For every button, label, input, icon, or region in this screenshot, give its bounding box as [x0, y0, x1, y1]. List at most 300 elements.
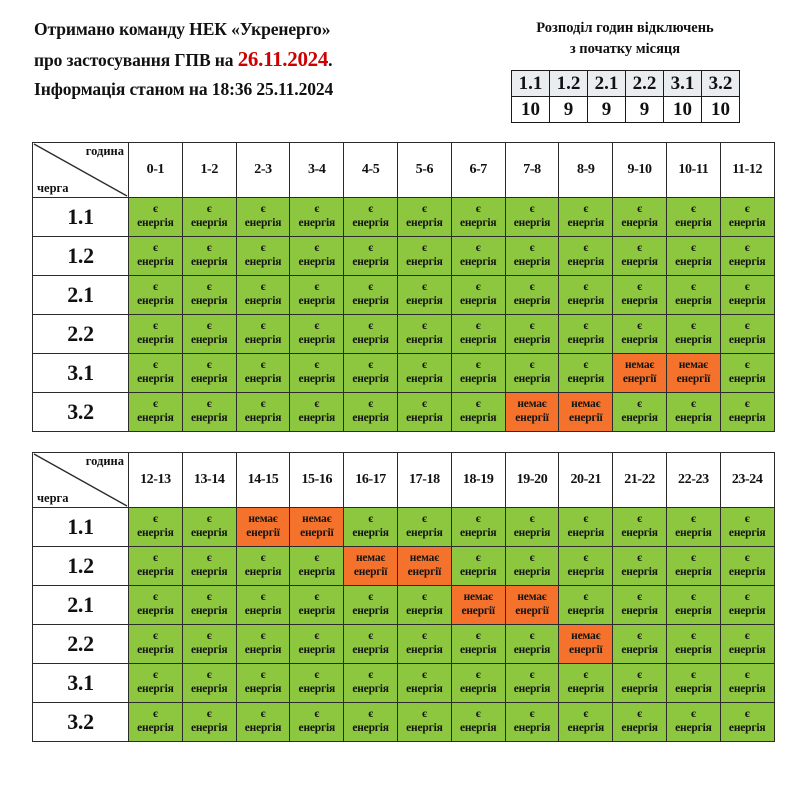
- slot-power-on: [182, 703, 236, 742]
- slot-text-line-1: є: [690, 669, 696, 682]
- slot-text-line-2: енергія: [675, 644, 712, 656]
- hour-column-header: 2-3: [236, 143, 290, 198]
- slot-power-off: [613, 354, 667, 393]
- slot-text-line-1: є: [314, 708, 320, 721]
- slot-text-line-1: є: [206, 320, 212, 333]
- slot-power-on: [290, 703, 344, 742]
- slot-power-on: [451, 664, 505, 703]
- slot-text-line-2: енергія: [513, 217, 551, 229]
- queue-label: 2.1: [33, 586, 129, 625]
- slot-power-on: [559, 703, 613, 742]
- slot-text-line-1: є: [744, 242, 750, 255]
- slot-text-line-1: є: [475, 203, 481, 216]
- hour-column-header: 18-19: [451, 453, 505, 508]
- slot-text-line-1: немає: [463, 591, 493, 604]
- announcement-header: [34, 16, 474, 103]
- slot-text-line-2: енергія: [352, 295, 389, 307]
- slot-text-line-2: енергія: [728, 373, 766, 385]
- slot-power-on: [559, 276, 613, 315]
- slot-text-line-1: є: [583, 669, 589, 682]
- slot-text-line-2: енергія: [567, 295, 605, 307]
- slot-power-on: [666, 547, 720, 586]
- slot-text-line-1: є: [637, 513, 642, 526]
- schedule-row: [33, 703, 775, 742]
- slot-power-on: [129, 547, 183, 586]
- slot-text-line-2: енергія: [675, 683, 712, 695]
- slot-power-on: [182, 276, 236, 315]
- slot-text-line-2: енергія: [675, 527, 712, 539]
- slot-text-line-1: є: [529, 669, 535, 682]
- slot-power-on: [505, 508, 559, 547]
- slot-text-line-2: енергія: [298, 683, 336, 695]
- slot-text-line-2: енергія: [406, 644, 443, 656]
- hour-header-row: [33, 143, 775, 198]
- slot-text-line-1: є: [529, 630, 535, 643]
- slot-text-line-1: є: [260, 203, 266, 216]
- slot-power-on: [344, 508, 398, 547]
- slot-text-line-2: енергія: [513, 256, 551, 268]
- slot-text-line-1: є: [421, 320, 427, 333]
- slot-power-on: [666, 703, 720, 742]
- slot-power-on: [505, 315, 559, 354]
- slot-text-line-1: є: [314, 398, 320, 411]
- slot-power-on: [344, 276, 398, 315]
- slot-power-on: [666, 276, 720, 315]
- schedule-row: [33, 198, 775, 237]
- slot-text-line-1: є: [153, 398, 158, 411]
- slot-text-line-1: є: [368, 591, 373, 604]
- slot-power-on: [505, 703, 559, 742]
- slot-text-line-1: є: [314, 552, 320, 565]
- slot-power-on: [666, 393, 720, 432]
- slot-text-line-1: є: [690, 552, 696, 565]
- slot-power-on: [720, 703, 774, 742]
- slot-power-on: [344, 237, 398, 276]
- slot-text-line-2: енергія: [406, 217, 443, 229]
- slot-power-on: [344, 703, 398, 742]
- slot-power-on: [613, 276, 667, 315]
- slot-power-on: [344, 664, 398, 703]
- slot-text-line-2: енергія: [352, 683, 389, 695]
- slot-text-line-1: є: [153, 320, 158, 333]
- slot-power-on: [236, 664, 290, 703]
- slot-power-on: [666, 586, 720, 625]
- slot-text-line-2: енергія: [406, 605, 443, 617]
- slot-power-on: [397, 198, 451, 237]
- slot-power-on: [182, 586, 236, 625]
- slot-power-on: [720, 586, 774, 625]
- schedule-row: [33, 237, 775, 276]
- summary-hours-value: 10: [664, 97, 702, 123]
- slot-power-on: [666, 664, 720, 703]
- slot-text-line-2: енергія: [352, 605, 389, 617]
- slot-text-line-1: немає: [355, 552, 386, 565]
- slot-text-line-1: є: [475, 708, 481, 721]
- slot-power-off: [505, 586, 559, 625]
- slot-power-on: [720, 198, 774, 237]
- queue-label: 1.2: [33, 547, 129, 586]
- slot-text-line-2: енергія: [298, 373, 336, 385]
- hour-column-header: 8-9: [559, 143, 613, 198]
- announcement-line-2-suffix: .: [328, 50, 333, 71]
- slot-power-on: [451, 237, 505, 276]
- slot-text-line-1: є: [637, 630, 642, 643]
- slot-power-on: [559, 315, 613, 354]
- slot-power-on: [129, 586, 183, 625]
- slot-power-on: [451, 508, 505, 547]
- slot-power-on: [397, 393, 451, 432]
- slot-text-line-2: енергія: [728, 566, 766, 578]
- slot-text-line-2: енергія: [675, 412, 712, 424]
- slot-power-on: [397, 664, 451, 703]
- announcement-line-1: Отримано команду НЕК «Укренерго»: [34, 19, 331, 39]
- slot-text-line-2: енергія: [459, 722, 497, 734]
- slot-power-on: [236, 586, 290, 625]
- slot-text-line-1: є: [475, 552, 481, 565]
- hour-column-header: 14-15: [236, 453, 290, 508]
- hour-column-header: 17-18: [397, 453, 451, 508]
- slot-text-line-1: є: [153, 708, 158, 721]
- slot-power-on: [505, 354, 559, 393]
- slot-text-line-2: енергія: [459, 373, 497, 385]
- slot-power-on: [505, 198, 559, 237]
- schedule-table: [32, 452, 775, 742]
- slot-text-line-1: немає: [409, 552, 439, 565]
- slot-text-line-1: є: [260, 359, 266, 372]
- slot-power-on: [397, 508, 451, 547]
- slot-text-line-1: є: [744, 708, 750, 721]
- schedule-row: [33, 664, 775, 703]
- slot-power-on: [236, 703, 290, 742]
- slot-text-line-1: є: [744, 669, 750, 682]
- slot-text-line-1: є: [206, 591, 212, 604]
- slot-power-on: [720, 354, 774, 393]
- slot-text-line-1: є: [314, 630, 320, 643]
- slot-power-on: [505, 547, 559, 586]
- slot-text-line-1: є: [153, 513, 158, 526]
- slot-text-line-1: є: [583, 552, 589, 565]
- slot-power-on: [129, 198, 183, 237]
- slot-text-line-1: є: [260, 708, 266, 721]
- slot-text-line-1: є: [475, 669, 481, 682]
- slot-text-line-1: є: [260, 669, 266, 682]
- slot-text-line-2: енергія: [244, 722, 282, 734]
- slot-text-line-1: є: [744, 320, 750, 333]
- slot-text-line-2: енергія: [459, 412, 497, 424]
- slot-text-line-2: енергія: [621, 217, 658, 229]
- slot-text-line-2: енергії: [461, 605, 495, 617]
- slot-text-line-1: немає: [302, 513, 332, 526]
- summary-title-line-2: з початку місяця: [569, 41, 681, 58]
- slot-text-line-2: енергія: [459, 295, 497, 307]
- slot-power-on: [290, 237, 344, 276]
- hour-column-header: 7-8: [505, 143, 559, 198]
- slot-power-on: [666, 625, 720, 664]
- slot-power-on: [344, 354, 398, 393]
- slot-text-line-1: є: [637, 669, 642, 682]
- axis-label-queue: черга: [37, 180, 69, 195]
- slot-power-on: [344, 393, 398, 432]
- slot-text-line-2: енергія: [137, 527, 174, 539]
- hour-column-header: 10-11: [666, 143, 720, 198]
- slot-text-line-2: енергія: [137, 644, 174, 656]
- slot-power-off: [559, 393, 613, 432]
- slot-power-off: [505, 393, 559, 432]
- schedule-row: [33, 586, 775, 625]
- slot-text-line-2: енергія: [298, 566, 336, 578]
- slot-text-line-2: енергія: [298, 217, 336, 229]
- slot-text-line-1: є: [314, 203, 320, 216]
- hour-column-header: 5-6: [397, 143, 451, 198]
- slot-text-line-2: енергія: [137, 256, 174, 268]
- slot-text-line-2: енергія: [513, 644, 551, 656]
- slot-text-line-2: енергія: [567, 566, 605, 578]
- slot-text-line-2: енергія: [137, 412, 174, 424]
- slot-power-off: [666, 354, 720, 393]
- slot-text-line-2: енергія: [621, 605, 658, 617]
- hour-column-header: 19-20: [505, 453, 559, 508]
- slot-text-line-1: є: [153, 242, 158, 255]
- monthly-summary: [505, 18, 745, 123]
- hour-column-header: 0-1: [129, 143, 183, 198]
- slot-power-on: [397, 625, 451, 664]
- schedule-table: [32, 142, 775, 432]
- slot-text-line-1: є: [744, 513, 750, 526]
- slot-power-on: [451, 547, 505, 586]
- slot-text-line-1: є: [475, 513, 481, 526]
- slot-text-line-2: енергія: [513, 373, 551, 385]
- schedule-row: [33, 393, 775, 432]
- slot-power-on: [182, 625, 236, 664]
- slot-text-line-2: енергія: [621, 722, 658, 734]
- slot-text-line-2: енергія: [728, 334, 766, 346]
- slot-text-line-2: енергія: [621, 295, 658, 307]
- slot-text-line-2: енергії: [676, 373, 711, 385]
- slot-text-line-1: є: [529, 513, 535, 526]
- slot-text-line-1: є: [744, 591, 750, 604]
- slot-text-line-1: є: [206, 513, 212, 526]
- axis-label-hour: година: [85, 454, 124, 468]
- slot-text-line-2: енергія: [459, 527, 497, 539]
- slot-text-line-2: енергія: [298, 722, 336, 734]
- slot-power-on: [290, 625, 344, 664]
- slot-power-on: [451, 354, 505, 393]
- slot-power-on: [129, 354, 183, 393]
- slot-power-on: [666, 315, 720, 354]
- slot-text-line-2: енергія: [190, 683, 228, 695]
- slot-power-on: [559, 237, 613, 276]
- slot-text-line-2: енергія: [137, 566, 174, 578]
- slot-text-line-1: є: [206, 359, 212, 372]
- announcement-line-2: [34, 43, 474, 76]
- schedule-row: [33, 315, 775, 354]
- slot-text-line-1: є: [421, 398, 427, 411]
- summary-queue-header: 1.2: [550, 71, 588, 97]
- slot-text-line-2: енергія: [567, 334, 605, 346]
- axis-label-queue: черга: [37, 490, 69, 505]
- queue-label: 1.1: [33, 198, 129, 237]
- queue-label: 1.1: [33, 508, 129, 547]
- slot-power-on: [236, 625, 290, 664]
- slot-power-on: [559, 586, 613, 625]
- slot-text-line-2: енергія: [244, 373, 282, 385]
- summary-hours-value: 9: [626, 97, 664, 123]
- slot-text-line-1: є: [637, 203, 642, 216]
- slot-text-line-1: є: [744, 398, 750, 411]
- slot-text-line-2: енергія: [190, 605, 228, 617]
- slot-text-line-2: енергія: [675, 334, 712, 346]
- slot-text-line-1: є: [314, 591, 320, 604]
- slot-text-line-1: є: [637, 281, 642, 294]
- axis-corner-cell: [33, 453, 129, 508]
- slot-text-line-2: енергія: [728, 605, 766, 617]
- slot-power-on: [182, 198, 236, 237]
- hour-column-header: 1-2: [182, 143, 236, 198]
- slot-text-line-1: є: [368, 203, 373, 216]
- slot-text-line-2: енергія: [406, 373, 443, 385]
- slot-text-line-1: є: [206, 203, 212, 216]
- slot-text-line-2: енергія: [244, 566, 282, 578]
- slot-power-on: [613, 508, 667, 547]
- slot-text-line-1: є: [744, 203, 750, 216]
- slot-text-line-2: енергія: [728, 412, 766, 424]
- slot-text-line-1: є: [421, 591, 427, 604]
- slot-text-line-1: немає: [248, 513, 278, 526]
- slot-text-line-2: енергія: [244, 334, 282, 346]
- slot-text-line-2: енергія: [567, 722, 605, 734]
- slot-text-line-2: енергії: [515, 605, 549, 617]
- slot-text-line-1: є: [690, 591, 696, 604]
- slot-text-line-1: є: [314, 359, 320, 372]
- slot-power-on: [451, 703, 505, 742]
- slot-power-on: [666, 508, 720, 547]
- slot-text-line-1: є: [421, 513, 427, 526]
- slot-text-line-2: енергія: [728, 527, 766, 539]
- slot-power-on: [505, 237, 559, 276]
- slot-text-line-2: енергія: [621, 334, 658, 346]
- slot-text-line-1: є: [744, 281, 750, 294]
- slot-text-line-1: є: [583, 203, 589, 216]
- slot-text-line-2: енергія: [567, 605, 605, 617]
- slot-text-line-2: енергія: [567, 527, 605, 539]
- slot-power-on: [344, 315, 398, 354]
- slot-text-line-2: енергія: [137, 683, 174, 695]
- slot-text-line-2: енергії: [300, 527, 334, 539]
- slot-power-on: [182, 547, 236, 586]
- slot-power-on: [451, 315, 505, 354]
- slot-text-line-1: є: [153, 669, 158, 682]
- slot-text-line-2: енергія: [406, 334, 443, 346]
- slot-power-on: [720, 625, 774, 664]
- slot-text-line-2: енергія: [137, 334, 174, 346]
- slot-text-line-1: немає: [571, 630, 601, 643]
- slot-text-line-2: енергія: [406, 295, 443, 307]
- queue-label: 3.2: [33, 393, 129, 432]
- slot-text-line-1: є: [637, 591, 642, 604]
- slot-text-line-2: енергія: [244, 644, 282, 656]
- slot-text-line-1: є: [529, 281, 535, 294]
- summary-hours-value: 10: [702, 97, 740, 123]
- slot-text-line-2: енергія: [675, 256, 712, 268]
- slot-text-line-1: є: [583, 281, 589, 294]
- slot-text-line-1: є: [368, 320, 373, 333]
- slot-text-line-2: енергія: [728, 683, 766, 695]
- slot-power-on: [344, 625, 398, 664]
- slot-text-line-1: немає: [624, 359, 655, 372]
- slot-text-line-2: енергія: [298, 334, 336, 346]
- hour-column-header: 20-21: [559, 453, 613, 508]
- slot-text-line-2: енергія: [513, 566, 551, 578]
- slot-text-line-1: є: [153, 203, 158, 216]
- hour-column-header: 22-23: [666, 453, 720, 508]
- slot-text-line-1: є: [529, 320, 535, 333]
- slot-power-on: [505, 625, 559, 664]
- slot-text-line-2: енергія: [244, 412, 282, 424]
- axis-label-hour: година: [85, 144, 124, 158]
- slot-text-line-1: є: [690, 630, 696, 643]
- hour-column-header: 3-4: [290, 143, 344, 198]
- slot-power-on: [290, 547, 344, 586]
- schedule-row: [33, 547, 775, 586]
- slot-text-line-2: енергія: [352, 644, 389, 656]
- slot-text-line-1: є: [690, 513, 696, 526]
- slot-power-on: [613, 393, 667, 432]
- slot-text-line-1: є: [260, 242, 266, 255]
- slot-text-line-1: є: [368, 281, 373, 294]
- slot-text-line-1: є: [421, 359, 427, 372]
- schedule-grid-second-half: [32, 452, 766, 742]
- slot-text-line-2: енергія: [137, 217, 174, 229]
- schedule-row: [33, 276, 775, 315]
- hour-header-row: [33, 453, 775, 508]
- summary-hours-value: 9: [550, 97, 588, 123]
- slot-text-line-1: є: [260, 591, 266, 604]
- slot-power-on: [613, 586, 667, 625]
- slot-text-line-2: енергія: [352, 412, 389, 424]
- slot-text-line-2: енергія: [352, 217, 389, 229]
- slot-text-line-1: є: [368, 630, 373, 643]
- slot-text-line-2: енергія: [406, 527, 443, 539]
- slot-power-on: [290, 664, 344, 703]
- summary-queue-header: 1.1: [512, 71, 550, 97]
- slot-text-line-1: є: [744, 359, 750, 372]
- slot-power-on: [236, 315, 290, 354]
- slot-power-on: [720, 664, 774, 703]
- slot-power-on: [559, 547, 613, 586]
- hour-column-header: 23-24: [720, 453, 774, 508]
- slot-power-on: [290, 198, 344, 237]
- slot-power-on: [182, 354, 236, 393]
- slot-power-on: [613, 237, 667, 276]
- slot-power-on: [451, 393, 505, 432]
- slot-text-line-1: є: [690, 320, 696, 333]
- hour-column-header: 6-7: [451, 143, 505, 198]
- slot-power-on: [720, 315, 774, 354]
- slot-text-line-2: енергія: [728, 295, 766, 307]
- slot-text-line-2: енергія: [728, 217, 766, 229]
- slot-text-line-1: є: [260, 281, 266, 294]
- hour-column-header: 16-17: [344, 453, 398, 508]
- slot-text-line-1: є: [314, 320, 320, 333]
- slot-power-on: [397, 354, 451, 393]
- slot-power-on: [559, 664, 613, 703]
- slot-text-line-1: є: [368, 398, 373, 411]
- slot-text-line-1: є: [206, 552, 212, 565]
- slot-text-line-1: є: [206, 630, 212, 643]
- summary-hours-value: 10: [512, 97, 550, 123]
- queue-label: 3.1: [33, 354, 129, 393]
- slot-text-line-1: є: [583, 708, 589, 721]
